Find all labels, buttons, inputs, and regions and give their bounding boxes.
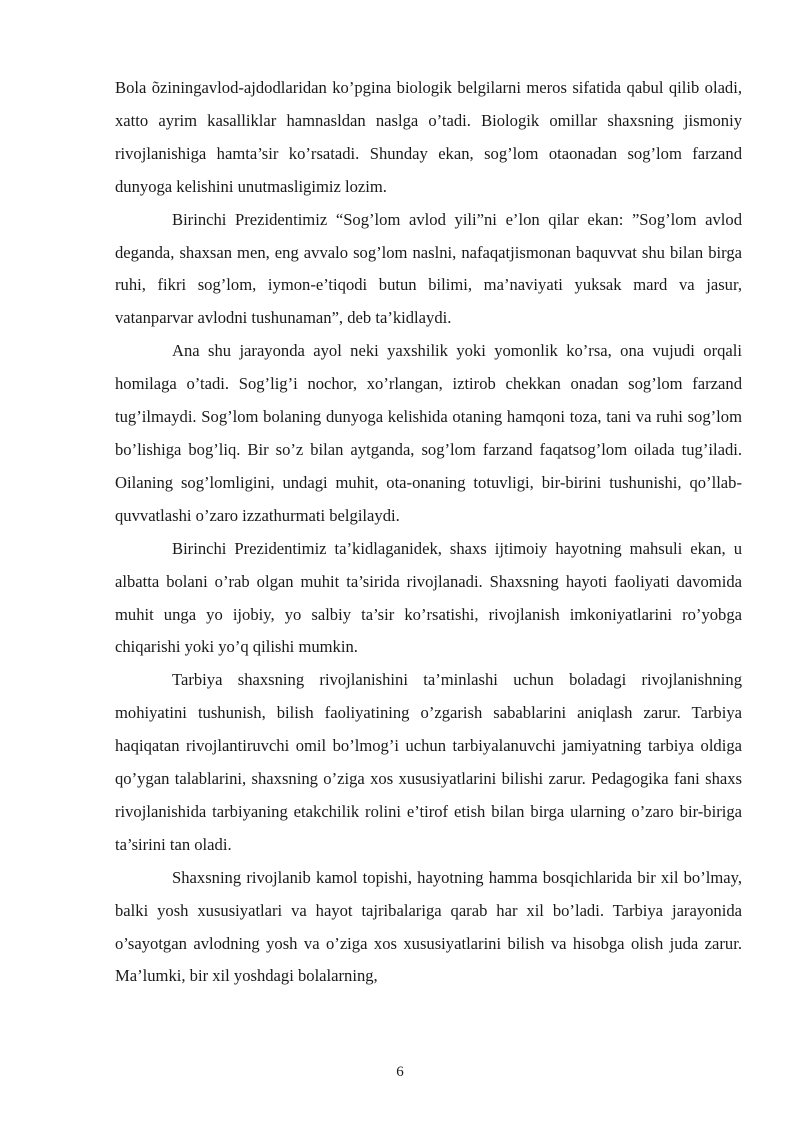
document-body	[115, 72, 742, 993]
paragraph-2: Birinchi Prezidentimiz “Sog’lom avlod yili”ni e’lon qilar ekan: ”Sog’lom avlod deganda, shaxsan men, eng avvalo sog’lom naslni, nafaqatjismonan baquvvat shu bilan birga ruhi, fikri sog’lom, iymon-e’tiqodi butun bilimi, ma’naviyati yuksak mard va jasur, vatanparvar avlodni tushunaman”, deb ta’kidlaydi.	[115, 209, 742, 328]
page-number: 6	[396, 1064, 404, 1080]
paragraph-6: Shaxsning rivojlanib kamol topishi, hayotning hamma bosqichlarida bir xil bo’lmay, balki yosh xususiyatlari va hayot tajribalariga qarab har xil bo’ladi. Tarbiya jarayonida o’sayotgan avlodning yosh va o’ziga xos xususiyatlarini bilish va hisobga olish juda zarur. Ma’lumki, bir xil yoshdagi bolalarning,	[115, 867, 742, 986]
paragraph-3: Ana shu jarayonda ayol neki yaxshilik yoki yomonlik ko’rsa, ona vujudi orqali homilaga o’tadi. Sog’lig’i nochor, xo’rlangan, iztirob chekkan onadan sog’lom farzand tug’ilmaydi. Sog’lom bolaning dunyoga kelishida otaning hamqoni toza, tani va ruhi sog’lom bo’lishiga bog’liq. Bir so’z bilan aytganda, sog’lom farzand faqatsog’lom oilada tug’iladi. Oilaning sog’lomligini, undagi muhit, ota-onaning totuvligi, bir-birini tushunishi, qo’llab-quvvatlashi o’zaro izzathurmati belgilaydi.	[115, 341, 742, 525]
paragraph-4: Birinchi Prezidentimiz ta’kidlaganidek, shaxs ijtimoiy hayotning mahsuli ekan, u albatta bolani o’rab olgan muhit ta’sirida rivojlanadi. Shaxsning hayoti faoliyati davomida muhit unga yo ijobiy, yo salbiy ta’sir ko’rsatishi, rivojlanish imkoniyatlarini ro’yobga chiqarishi yoki yo’q qilishi mumkin.	[115, 538, 742, 657]
paragraph-1: Bola õziningavlod-ajdodlaridan ko’pgina biologik belgilarni meros sifatida qabul qilib oladi, xatto ayrim kasalliklar hamnasldan naslga o’tadi. Biologik omillar shaxsning jismoniy rivojlanishiga hamta’sir ko’rsatadi. Shunday ekan, sog’lom otaonadan sog’lom farzand dunyoga kelishini unutmasligimiz lozim.	[115, 78, 742, 196]
paragraph-5: Tarbiya shaxsning rivojlanishini ta’minlashi uchun boladagi rivojlanishning mohiyatini tushunish, bilish faoliyatining o’zgarish sabablarini aniqlash zarur. Tarbiya haqiqatan rivojlantiruvchi omil bo’lmog’i uchun tarbiyalanuvchi jamiyatning tarbiya oldiga qo’ygan talablarini, shaxsning o’ziga xos xususiyatlarini bilishi zarur. Pedagogika fani shaxs rivojlanishida tarbiyaning etakchilik rolini e’tirof etish bilan birga ularning o’zaro bir-biriga ta’sirini tan oladi.	[115, 670, 742, 854]
